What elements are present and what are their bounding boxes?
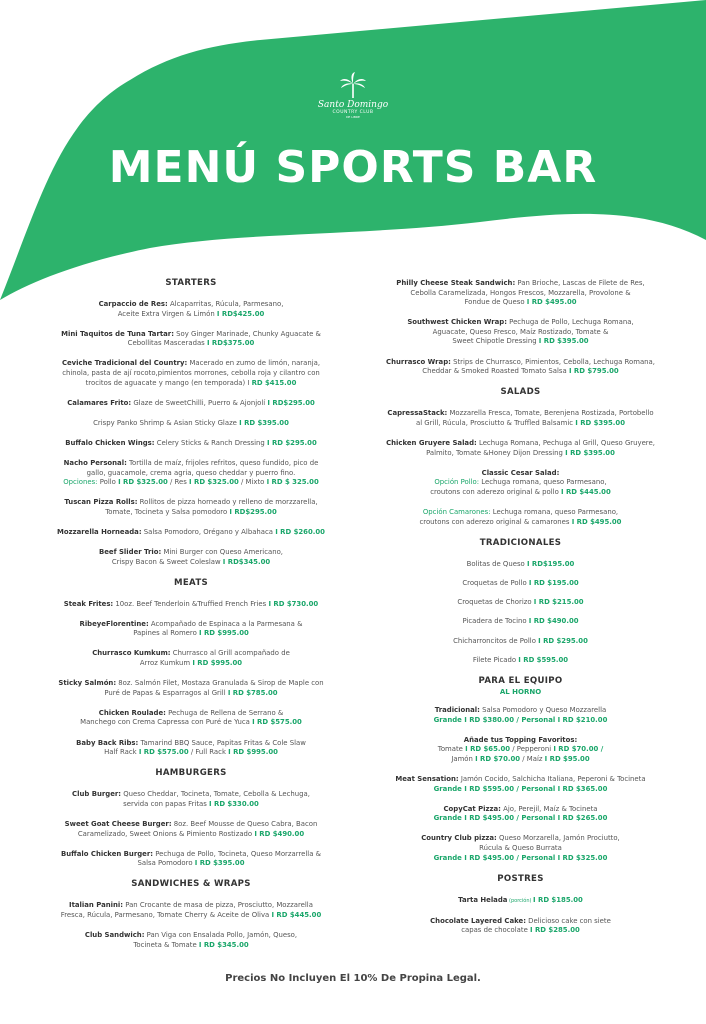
right-column <box>378 279 663 947</box>
menu-item: Classic Cesar Salad: Opción Pollo: Lechuga romana, queso Parmesano, croutons con aderezo original & pollo I RD $445.00 <box>430 468 611 496</box>
menu-item: Country Club pizza: Queso Morzarella, Jamón Prociutto, Rúcula & Queso Burrata Grande I RD $495.00 / Personal I RD $325.00 <box>421 834 620 862</box>
footer-note: Precios No Incluyen El 10% De Propina Legal. <box>225 973 481 984</box>
menu-item: RibeyeFlorentine: Acompañado de Espinaca a la Parmesana & Papines al Romero I RD $995.00 <box>79 619 303 638</box>
menu-item: Churrasco Kumkum: Churrasco al Grill acompañado de Arroz Kumkum I RD $995.00 <box>92 649 290 668</box>
menu-item: Philly Cheese Steak Sandwich: Pan Brioche, Lascas de Filete de Res, Cebolla Caramelizada, Hongos Frescos, Mozzarella, Provolone & Fondue de Queso I RD $495.00 <box>396 279 645 307</box>
section-heading-sandwiches: SANDWICHES & WRAPS <box>131 879 251 890</box>
menu-item: Steak Frites: 10oz. Beef Tenderloin &Truffied French Fries I RD $730.00 <box>63 599 319 608</box>
menu-item: Carpaccio de Res: Alcaparritas, Rúcula, Parmesano, Aceite Extra Virgen & Limón I RD$425.00 <box>98 300 284 318</box>
section-heading-postres: POSTRES <box>497 873 544 884</box>
menu-item: Tuscan Pizza Rolls: Rollitos de pizza horneado y relleno de morzzarella, Tomate, Tocineta y Salsa pomodoro I RD$295.00 <box>64 498 318 516</box>
menu-item: Chocolate Layered Cake: Delicioso cake con siete capas de chocolate I RD $285.00 <box>430 916 611 935</box>
menu-item: Mozzarella Horneada: Salsa Pomodoro, Orégano y Albahaca I RD $260.00 <box>57 527 325 536</box>
menu-item: Meat Sensation: Jamón Cocido, Salchicha Italiana, Peperoni & Tocineta Grande I RD $595.00 / Personal I RD $365.00 <box>395 775 646 793</box>
menu-item: Buffalo Chicken Wings: Celery Sticks & Ranch Dressing I RD $295.00 <box>65 438 317 447</box>
menu-item: Picadera de Tocino I RD $490.00 <box>462 617 579 626</box>
menu-item: Italian Panini: Pan Crocante de masa de pizza, Prosciutto, Mozzarella Fresca, Rúcula, Parmesano, Tomate Cherry & Aceite de Oliva I RD $445.00 <box>60 901 322 919</box>
menu-title: MENÚ SPORTS BAR <box>108 142 598 193</box>
palm-tree-icon <box>338 72 368 98</box>
menu-item: Chicken Roulade: Pechuga de Rellena de Serrano & Manchego con Crema Capressa con Puré de Yuca I RD $575.00 <box>80 708 302 727</box>
menu-item: Ceviche Tradicional del Country: Macerado en zumo de limón, naranja, chinola, pasta de ají rocoto,pimientos morrones, cebolla roja y cilantro con trocitos de aguacate y mango (en temporada) I RD $415.00 <box>61 359 321 387</box>
menu-item: Baby Back Ribs: Tamarind BBQ Sauce, Papitas Fritas & Cole Slaw Half Rack I RD $575.00 / Full Rack I RD $995.00 <box>76 738 306 757</box>
menu-item: Club Burger: Queso Cheddar, Tocineta, Tomate, Cebolla & Lechuga, servida con papas Fritas I RD $330.00 <box>72 790 310 808</box>
menu-item: CapressaStack: Mozzarella Fresca, Tomate, Berenjena Rostizada, Portobello al Grill, Rúcula, Prosciutto & Truffled Balsamic I RD $395.00 <box>387 409 654 427</box>
menu-item: Tarta Helada (porción) I RD $185.00 <box>458 895 583 904</box>
menu-item: Croquetas de Pollo I RD $195.00 <box>462 578 579 587</box>
section-subheading-al-horno: AL HORNO <box>499 688 542 697</box>
logo-script-text: Santo Domingo <box>317 100 389 110</box>
logo-subtitle: COUNTRY CLUB <box>332 110 374 115</box>
section-heading-meats: MEATS <box>174 577 208 588</box>
menu-item: Sweet Goat Cheese Burger: 8oz. Beef Mousse de Queso Cabra, Bacon Caramelizado, Sweet Onions & Pimiento Rostizado I RD $490.00 <box>64 819 318 838</box>
logo-tiny-text: DE LIBRE <box>346 115 360 119</box>
menu-item: Bolitas de Queso I RD$195.00 <box>466 559 575 568</box>
menu-item: Churrasco Wrap: Strips de Churrasco, Pimientos, Cebolla, Lechuga Romana, Cheddar & Smoked Roasted Tomato Salsa I RD $795.00 <box>386 357 655 376</box>
menu-item: Chicharroncitos de Pollo I RD $295.00 <box>453 636 588 645</box>
section-heading-tradicionales: TRADICIONALES <box>479 537 562 548</box>
menu-item: Opción Camarones: Lechuga romana, queso Parmesano, croutons con aderezo original & camarones I RD $495.00 <box>419 507 622 526</box>
menu-item: Buffalo Chicken Burger: Pechuga de Pollo, Tocineta, Queso Morzarrella & Salsa Pomodoro I RD $395.00 <box>61 849 321 868</box>
menu-item: Club Sandwich: Pan Viga con Ensalada Pollo, Jamón, Queso, Tocineta & Tomate I RD $345.00 <box>84 930 298 949</box>
section-heading-starters: STARTERS <box>165 278 217 288</box>
menu-item: Filete Picado I RD $595.00 <box>472 656 569 664</box>
section-heading-para-el-equipo: PARA EL EQUIPO <box>478 676 563 687</box>
club-logo <box>308 72 398 119</box>
menu-item: Sticky Salmón: 8oz. Salmón Filet, Mostaza Granulada & Sirop de Maple con Puré de Papas & Esparragos al Grill I RD $785.00 <box>58 679 324 697</box>
menu-item: Croquetas de Chorizo I RD $215.00 <box>457 598 584 607</box>
menu-item: Añade tus Topping Favoritos: Tomate I RD $65.00 / Pepperoni I RD $70.00 / Jamón I RD $70.00 / Maíz I RD $95.00 <box>437 735 604 763</box>
left-column <box>46 278 336 961</box>
menu-item: Calamares Frito: Glaze de SweetChilli, Puerro & Ajonjolí I RD$295.00 <box>67 398 315 407</box>
menu-item: Crispy Panko Shrimp & Asian Sticky Glaze I RD $395.00 <box>93 418 289 427</box>
section-heading-hamburgers: HAMBURGERS <box>155 768 227 779</box>
section-heading-salads: SALADS <box>500 387 541 398</box>
menu-item: Chicken Gruyere Salad: Lechuga Romana, Pechuga al Grill, Queso Gruyere, Palmito, Tomate &Honey Dijon Dressing I RD $395.00 <box>386 438 655 457</box>
menu-item: Mini Taquitos de Tuna Tartar: Soy Ginger Marinade, Chunky Aguacate & Cebollitas Masceradas I RD$375.00 <box>61 329 321 348</box>
menu-item: Beef Slider Trio: Mini Burger con Queso Americano, Crispy Bacon & Sweet Coleslaw I RD$345.00 <box>98 548 284 566</box>
menu-item: CopyCat Pizza: Ajo, Perejil, Maíz & Tocineta Grande I RD $495.00 / Personal I RD $265.00 <box>433 804 608 823</box>
menu-item: Nacho Personal: Tortilla de maíz, frijoles refritos, queso fundido, pico de gallo, guacamole, crema agria, queso cheddar y puerro fino. Opciones: Pollo I RD $325.00 / Res I RD $325.00 / Mixto I RD $ 325.00 <box>63 458 319 487</box>
menu-item: Southwest Chicken Wrap: Pechuga de Pollo, Lechuga Romana, Aguacate, Queso Fresco, Maíz Rostizado, Tomate & Sweet Chipotle Dressing I RD $395.00 <box>407 318 634 346</box>
menu-item: Tradicional: Salsa Pomodoro y Queso Mozzarella Grande I RD $380.00 / Personal I RD $210.00 <box>433 706 608 724</box>
